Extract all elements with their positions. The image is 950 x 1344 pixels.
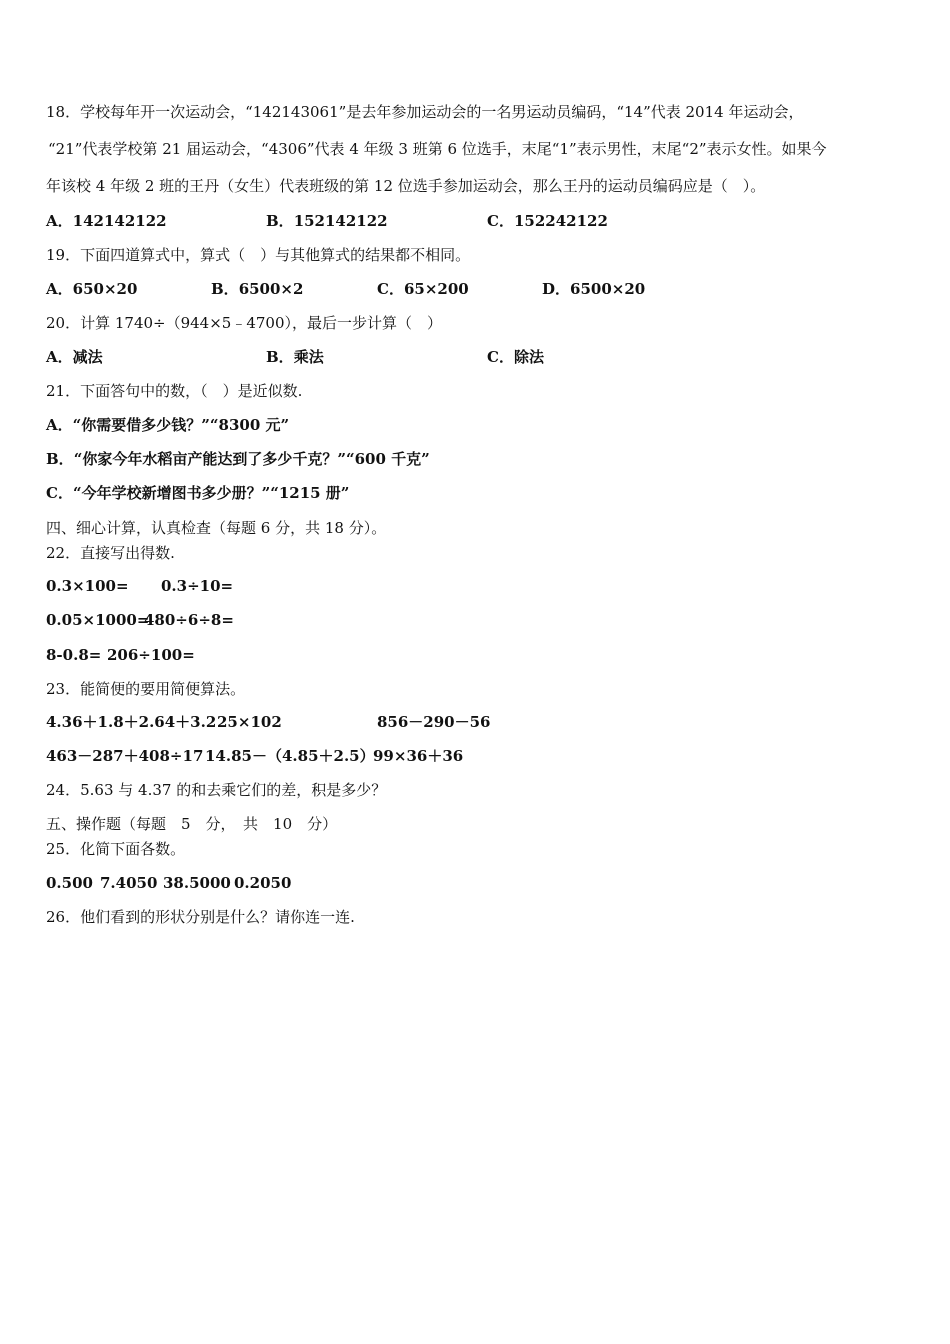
q20-option-c[interactable] [487, 347, 544, 367]
q20-option-b[interactable] [266, 347, 324, 367]
q22-expr: 0.3÷10= [161, 577, 234, 595]
q19-option-c[interactable] [377, 279, 469, 299]
q19-option-a[interactable] [46, 279, 137, 299]
option-value: 6500×2 [238, 280, 304, 298]
q23-expr: 99×36＋36 [373, 747, 464, 765]
option-value: 152242122 [513, 212, 608, 230]
section-5-heading: 五、操作题（每题 5 分， 共 10 分） [46, 815, 338, 833]
q23-expr: 4.36＋1.8＋2.64＋3.2 [46, 713, 217, 731]
q18-option-b[interactable] [266, 211, 388, 231]
q25-stem: 25．化简下面各数。 [46, 840, 186, 858]
option-value: 142142122 [72, 212, 167, 230]
q23-expr: 463－287＋408÷17 [46, 747, 204, 765]
q22-expr: 480÷6÷8= [144, 611, 234, 629]
q23-expr: 856－290－56 [377, 713, 491, 731]
q21-option-a[interactable] [46, 415, 289, 435]
q20-stem: 20．计算 1740÷（944×5﹣4700），最后一步计算（ ） [46, 314, 443, 332]
q25-value: 38.5000 [163, 874, 231, 892]
q22-expr: 0.3×100= [46, 577, 129, 595]
q22-expr: 206÷100= [107, 646, 195, 664]
q21-stem: 21．下面答句中的数，（ ）是近似数. [46, 382, 303, 400]
option-label: A． [46, 280, 73, 298]
option-value: 6500×20 [570, 280, 646, 298]
option-value: 65×200 [403, 280, 469, 298]
q18-line2: “21”代表学校第 21 届运动会，“4306”代表 4 年级 3 班第 6 位选手，末尾“1”表示男性，末尾“2”表示女性。如果今 [48, 140, 827, 158]
q19-stem: 19．下面四道算式中，算式（ ）与其他算式的结果都不相同。 [46, 246, 471, 264]
q22-expr: 0.05×1000= [46, 611, 150, 629]
q19-option-d[interactable] [542, 279, 645, 299]
q18-line1: 18．学校每年开一次运动会，“142143061”是去年参加运动会的一名男运动员编码，“14”代表 2014 年运动会， [46, 103, 804, 121]
q22-stem: 22．直接写出得数. [46, 544, 175, 562]
q20-option-a[interactable] [46, 347, 103, 367]
option-value: 乘法 [293, 348, 324, 366]
option-label: B． [266, 212, 294, 230]
option-value: 除法 [513, 348, 544, 366]
section-4-heading: 四、细心计算，认真检查（每题 6 分，共 18 分）。 [46, 519, 387, 537]
q18-option-a[interactable] [46, 211, 167, 231]
q25-value: 7.4050 [100, 874, 158, 892]
option-label: A． [46, 212, 73, 230]
q19-option-b[interactable] [211, 279, 303, 299]
q24-stem: 24．5.63 与 4.37 的和去乘它们的差，积是多少？ [46, 781, 387, 799]
q18-option-c[interactable] [487, 211, 608, 231]
q18-line3: 年该校 4 年级 2 班的王丹（女生）代表班级的第 12 位选手参加运动会，那么王丹的运动员编码应是（ ）。 [46, 177, 766, 195]
option-label: C． [377, 280, 404, 298]
option-label: B． [211, 280, 239, 298]
option-label: B． [266, 348, 294, 366]
option-value: “你需要借多少钱？”“8300 元” [72, 416, 290, 434]
option-label: B． [46, 450, 74, 468]
option-label: C． [487, 212, 514, 230]
option-value: 650×20 [72, 280, 138, 298]
option-label: C． [46, 484, 73, 502]
q23-expr: 25×102 [217, 713, 282, 731]
q23-expr: 14.85－（4.85＋2.5） [205, 747, 375, 765]
q25-value: 0.2050 [234, 874, 292, 892]
option-value: “你家今年水稻亩产能达到了多少千克？”“600 千克” [73, 450, 430, 468]
option-value: 152142122 [293, 212, 388, 230]
q25-value: 0.500 [46, 874, 93, 892]
option-label: A． [46, 348, 73, 366]
option-value: “今年学校新增图书多少册？”“1215 册” [72, 484, 350, 502]
option-label: C． [487, 348, 514, 366]
q23-stem: 23．能简便的要用简便算法。 [46, 680, 246, 698]
q21-option-c[interactable] [46, 483, 349, 503]
option-label: D． [542, 280, 571, 298]
q21-option-b[interactable] [46, 449, 430, 469]
q22-expr: 8-0.8= [46, 646, 102, 664]
option-value: 减法 [72, 348, 103, 366]
q26-stem: 26．他们看到的形状分别是什么？请你连一连. [46, 908, 355, 926]
option-label: A． [46, 416, 73, 434]
